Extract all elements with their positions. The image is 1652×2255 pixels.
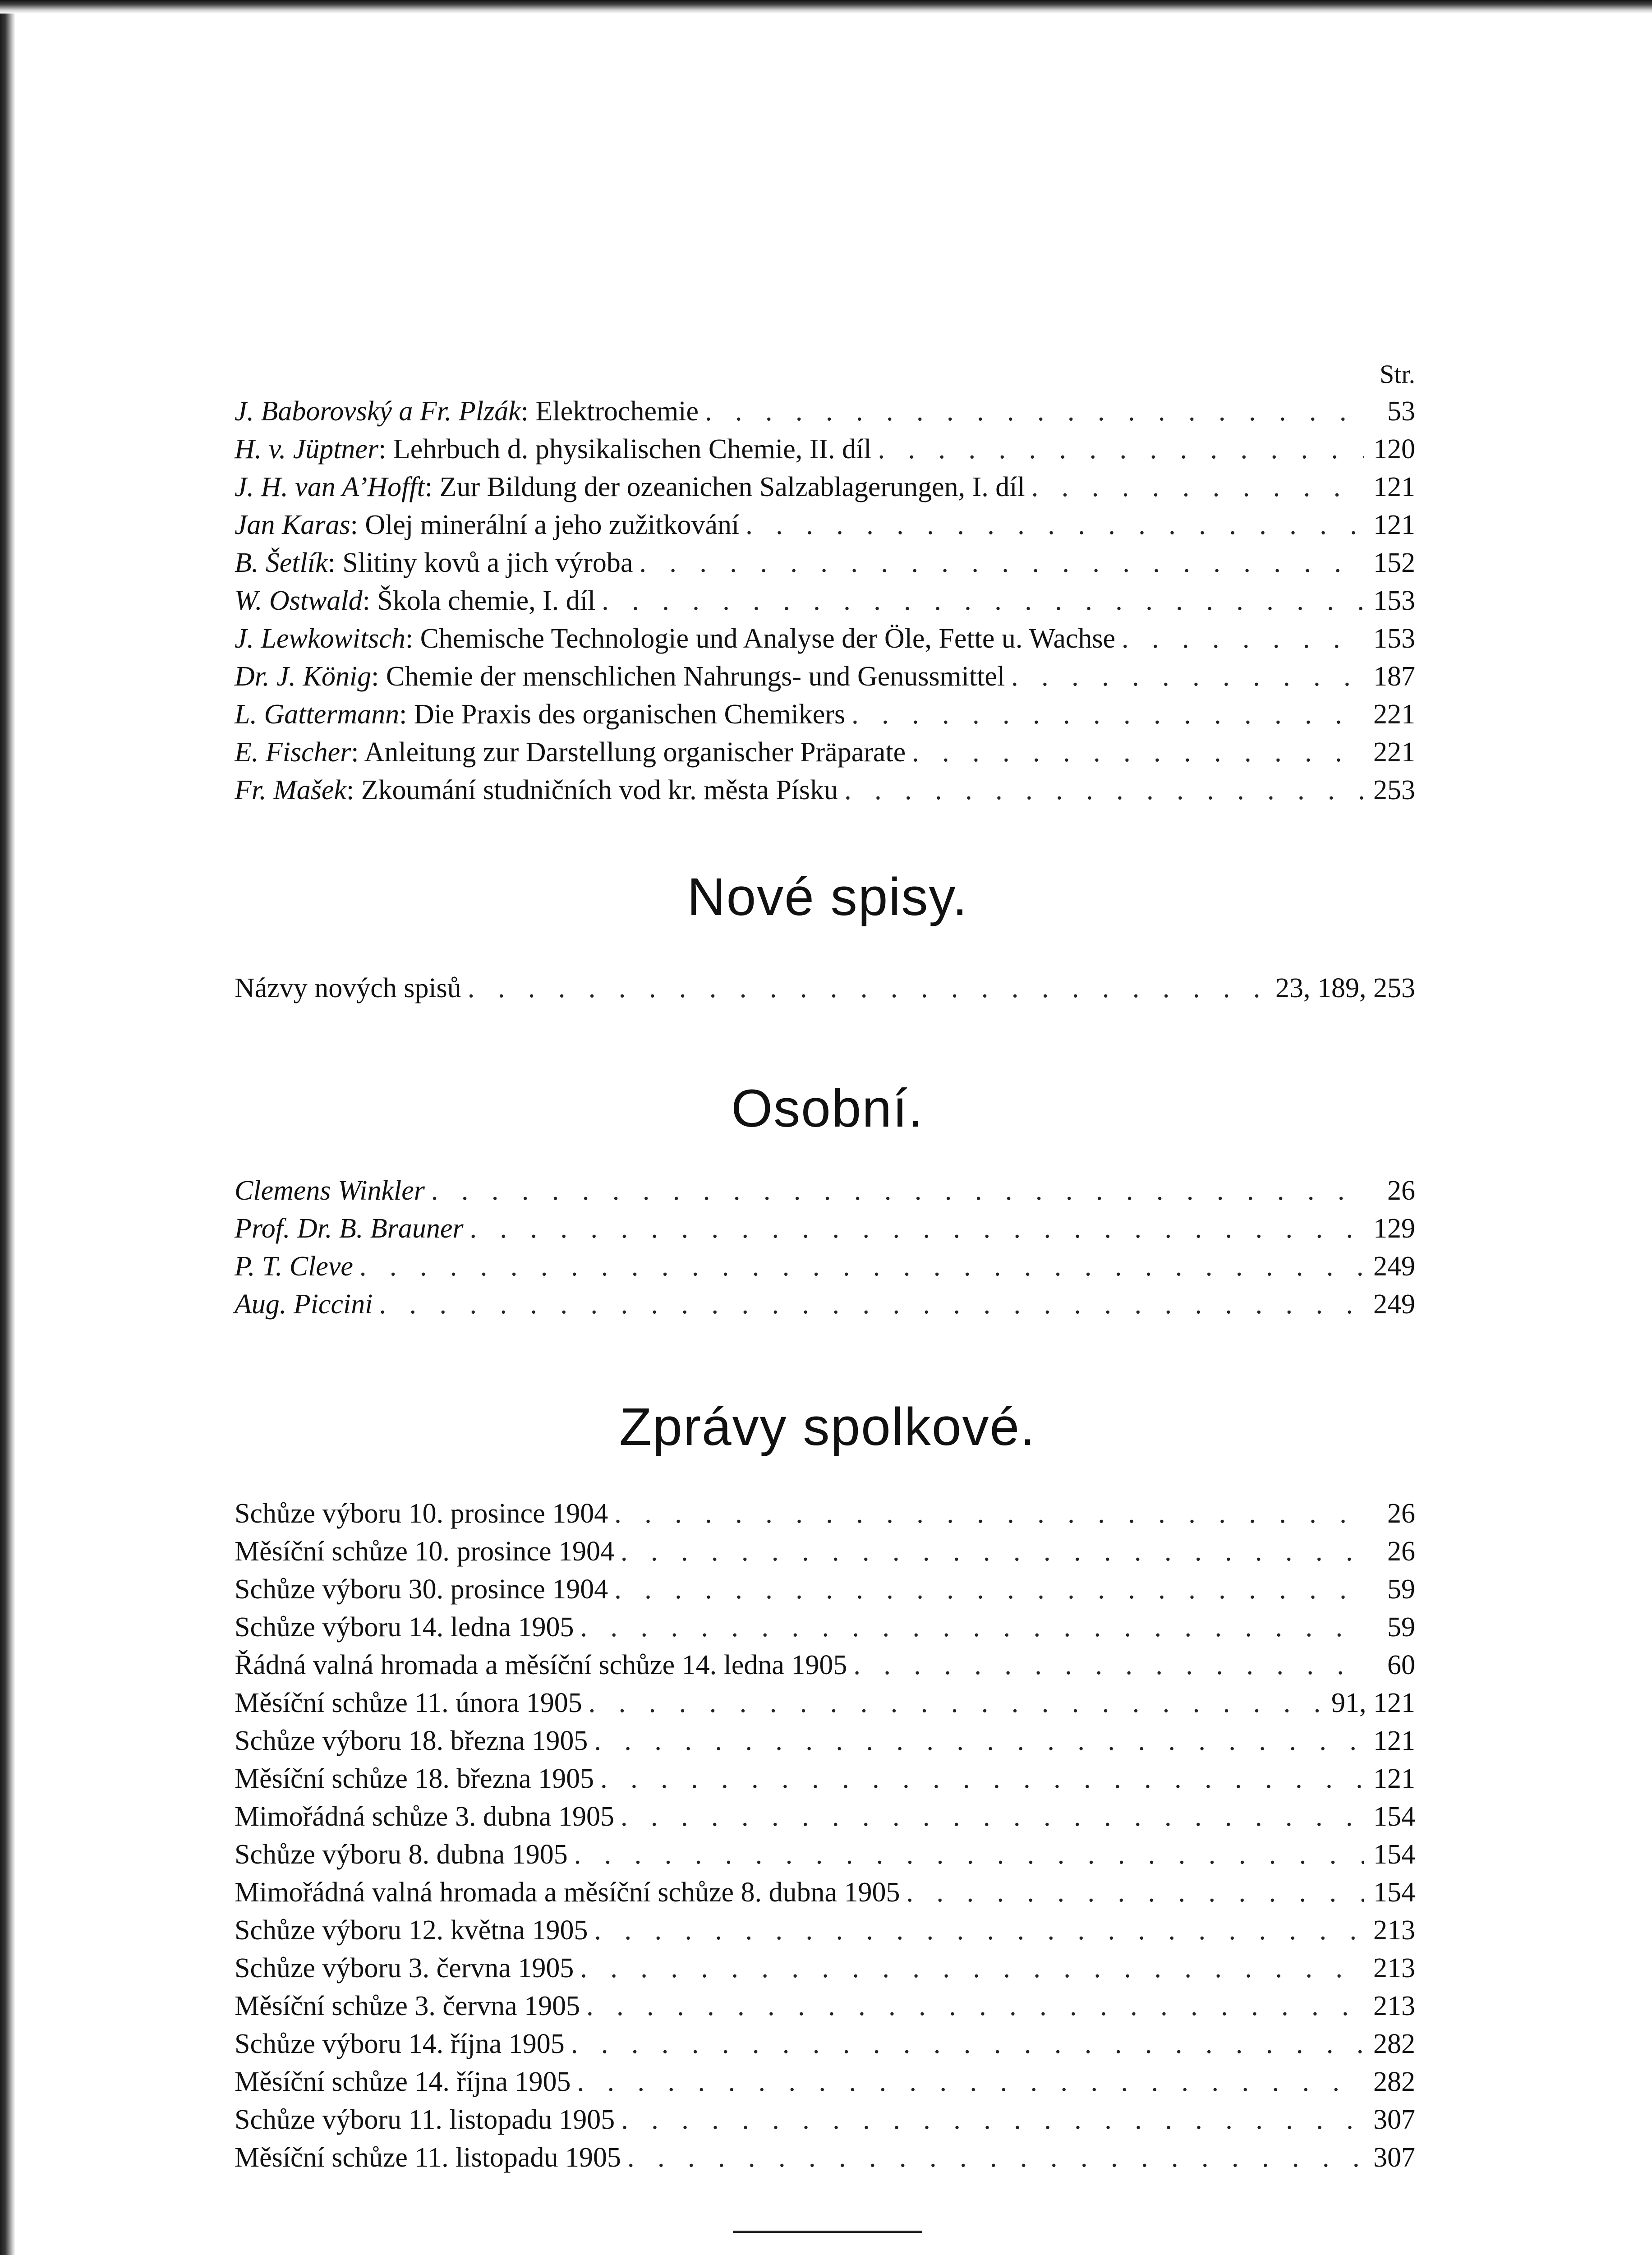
entry-page-number: 59: [1387, 1574, 1415, 1605]
entry-title: Měsíční schůze 18. března 1905: [235, 1763, 594, 1794]
entry-title: Schůze výboru 3. června 1905: [235, 1953, 574, 1983]
index-entry: [235, 1987, 580, 2025]
entry-page-number: 187: [1373, 661, 1415, 692]
index-row: [235, 582, 1421, 620]
index-entry: B. Šetlík: Slitiny kovů a jich výroba: [235, 548, 633, 578]
section-heading-nove-spisy: Nové spisy.: [687, 867, 968, 927]
entry-title: Elektrochemie: [535, 396, 699, 427]
index-row: [235, 1285, 1421, 1323]
leader-dots: [594, 1911, 1364, 1949]
entry-author: Fr. Mašek: [235, 775, 346, 805]
index-entry: [235, 1873, 900, 1911]
index-row: [235, 1532, 1421, 1570]
entry-title: Zur Bildung der ozeanichen Salzablagerungen, I. díl: [439, 472, 1025, 502]
entry-page-number: 282: [1373, 2066, 1415, 2097]
index-row: [235, 695, 1421, 733]
leader-dots: [614, 1570, 1364, 1608]
entry-title: Mimořádná valná hromada a měsíční schůze 8. dubna 1905: [235, 1877, 900, 1908]
index-row: [235, 1172, 1421, 1210]
entry-title: Řádná valná hromada a měsíční schůze 14. ledna 1905: [235, 1650, 847, 1680]
index-entry: [235, 969, 461, 1007]
index-row: [235, 430, 1421, 468]
leader-dots: [614, 1495, 1364, 1532]
entry-author: J. Baborovský a Fr. Plzák: [235, 396, 521, 427]
index-entry: [235, 1285, 373, 1323]
index-row: [235, 1495, 1421, 1532]
leader-dots: [621, 2101, 1364, 2139]
entry-title: Škola chemie, I. díl: [377, 585, 596, 616]
entry-title: Měsíční schůze 11. listopadu 1905: [235, 2142, 621, 2173]
entry-title: Měsíční schůze 10. prosince 1904: [235, 1536, 614, 1567]
index-entry: [235, 1684, 582, 1722]
index-entry: Fr. Mašek: Zkoumání studničních vod kr. města Písku: [235, 775, 838, 805]
leader-dots: [600, 1760, 1364, 1798]
index-entry: Dr. J. König: Chemie der menschlichen Nahrungs- und Genussmittel: [235, 661, 1005, 692]
entry-title: Schůze výboru 18. března 1905: [235, 1726, 588, 1756]
index-entry: J. Lewkowitsch: Chemische Technologie und Analyse der Öle, Fette u. Wachse: [235, 623, 1116, 654]
index-row: [235, 658, 1421, 695]
entry-title: Schůze výboru 30. prosince 1904: [235, 1574, 608, 1605]
index-entry: [235, 1570, 608, 1608]
leader-dots: [745, 506, 1364, 544]
entry-title: Měsíční schůze 3. června 1905: [235, 1991, 580, 2021]
leader-dots: [577, 2063, 1364, 2101]
leader-dots: [589, 1684, 1325, 1722]
index-entry: [235, 1646, 847, 1684]
index-entry: [235, 1949, 574, 1987]
leader-dots: [379, 1285, 1364, 1323]
leader-dots: [574, 1836, 1364, 1873]
entry-page-number: 249: [1373, 1289, 1415, 1320]
personal-list: [235, 1172, 1421, 1323]
index-entry: L. Gattermann: Die Praxis des organischen Chemikers: [235, 699, 846, 730]
index-row: [235, 1722, 1421, 1760]
entry-title: Chemische Technologie und Analyse der Öle, Fette u. Wachse: [420, 623, 1116, 654]
leader-dots: [594, 1722, 1364, 1760]
entry-page-number: 221: [1373, 699, 1415, 730]
index-row: [235, 1684, 1421, 1722]
index-entry: [235, 2101, 615, 2139]
entry-title: Slitiny kovů a jich výroba: [342, 548, 633, 578]
entry-page-number: 120: [1373, 434, 1415, 465]
index-entry: [235, 1722, 588, 1760]
index-row: [235, 2101, 1421, 2139]
entry-name: Prof. Dr. B. Brauner: [235, 1213, 464, 1244]
index-row: [235, 1247, 1421, 1285]
index-row: [235, 1760, 1421, 1798]
entry-page-number: 153: [1373, 623, 1415, 654]
index-row: [235, 506, 1421, 544]
index-entry: Jan Karas: Olej minerální a jeho zužitkování: [235, 510, 740, 540]
entry-page-number: 307: [1373, 2104, 1415, 2135]
entry-title: Die Praxis des organischen Chemikers: [414, 699, 846, 730]
entry-page-number: 253: [1373, 775, 1415, 805]
leader-dots: [580, 1949, 1364, 1987]
leader-dots: [844, 771, 1364, 809]
leader-dots: [1122, 620, 1364, 658]
index-row: [235, 2063, 1421, 2101]
index-row: [235, 2025, 1421, 2063]
entry-page-number: 121: [1373, 510, 1415, 540]
leader-dots: [602, 582, 1364, 620]
index-entry: [235, 1836, 568, 1873]
entry-page-number: 282: [1373, 2029, 1415, 2059]
index-row: [235, 2139, 1421, 2177]
entry-page-number: 26: [1387, 1175, 1415, 1206]
index-entry: [235, 1760, 594, 1798]
entry-page-number: 23, 189, 253: [1275, 973, 1415, 1003]
index-row: [235, 1911, 1421, 1949]
literature-list: [235, 392, 1421, 809]
entry-title: Chemie der menschlichen Nahrungs- und Genussmittel: [386, 661, 1005, 692]
index-row: [235, 1987, 1421, 2025]
index-entry: [235, 2063, 571, 2101]
entry-page-number: 153: [1373, 585, 1415, 616]
entry-author: E. Fischer: [235, 737, 351, 768]
entry-page-number: 53: [1387, 396, 1415, 427]
entry-author: B. Šetlík: [235, 548, 328, 578]
index-entry: [235, 1247, 353, 1285]
leader-dots: [621, 1798, 1364, 1836]
leader-dots: [586, 1987, 1364, 2025]
entry-page-number: 213: [1373, 1915, 1415, 1946]
entry-name: P. T. Cleve: [235, 1251, 353, 1282]
index-entry: H. v. Jüptner: Lehrbuch d. physikalischen Chemie, II. díl: [235, 434, 872, 465]
leader-dots: [580, 1608, 1364, 1646]
index-entry: [235, 1172, 425, 1210]
scan-left-edge: [0, 0, 15, 2255]
index-row: [235, 620, 1421, 658]
index-row: [235, 1646, 1421, 1684]
entry-name: Clemens Winkler: [235, 1175, 425, 1206]
society-reports-list: [235, 1495, 1421, 2177]
index-row: [235, 1570, 1421, 1608]
leader-dots: [571, 2025, 1364, 2063]
index-entry: W. Ostwald: Škola chemie, I. díl: [235, 585, 596, 616]
entry-page-number: 26: [1387, 1498, 1415, 1529]
index-row: [235, 1949, 1421, 1987]
entry-title: Mimořádná schůze 3. dubna 1905: [235, 1801, 614, 1832]
index-entry: [235, 1911, 588, 1949]
index-row: [235, 969, 1421, 1007]
entry-title: Názvy nových spisů: [235, 973, 461, 1003]
index-entry: J. H. van A’Hofft: Zur Bildung der ozeanichen Salzablagerungen, I. díl: [235, 472, 1025, 502]
entry-page-number: 221: [1373, 737, 1415, 768]
entry-title: Schůze výboru 10. prosince 1904: [235, 1498, 608, 1529]
entry-author: Dr. J. König: [235, 661, 372, 692]
entry-page-number: 154: [1373, 1839, 1415, 1870]
index-entry: [235, 1798, 614, 1836]
entry-page-number: 213: [1373, 1991, 1415, 2021]
entry-page-number: 59: [1387, 1612, 1415, 1643]
leader-dots: [627, 2139, 1364, 2177]
entry-author: Jan Karas: [235, 510, 350, 540]
index-row: [235, 1608, 1421, 1646]
leader-dots: [878, 430, 1364, 468]
entry-page-number: 154: [1373, 1801, 1415, 1832]
leader-dots: [912, 733, 1364, 771]
entry-title: Schůze výboru 12. května 1905: [235, 1915, 588, 1946]
entry-title: Schůze výboru 8. dubna 1905: [235, 1839, 568, 1870]
entry-title: Anleitung zur Darstellung organischer Präparate: [364, 737, 906, 768]
entry-title: Měsíční schůze 11. února 1905: [235, 1688, 582, 1718]
leader-dots: [705, 392, 1364, 430]
index-row: [235, 1836, 1421, 1873]
entry-author: J. Lewkowitsch: [235, 623, 405, 654]
leader-dots: [431, 1172, 1364, 1210]
entry-author: W. Ostwald: [235, 585, 363, 616]
new-publications-list: [235, 969, 1421, 1007]
index-row: [235, 392, 1421, 430]
entry-page-number: 129: [1373, 1213, 1415, 1244]
entry-title: Olej minerální a jeho zužitkování: [365, 510, 740, 540]
leader-dots: [468, 969, 1269, 1007]
index-entry: [235, 1495, 608, 1532]
index-row: [235, 733, 1421, 771]
leader-dots: [469, 1210, 1364, 1247]
entry-author: J. H. van A’Hofft: [235, 472, 425, 502]
leader-dots: [621, 1532, 1364, 1570]
entry-page-number: 154: [1373, 1877, 1415, 1908]
entry-page-number: 121: [1373, 1763, 1415, 1794]
leader-dots: [851, 695, 1364, 733]
entry-author: H. v. Jüptner: [235, 434, 379, 465]
index-row: [235, 1210, 1421, 1247]
index-page: [235, 356, 1421, 2233]
leader-dots: [907, 1873, 1364, 1911]
section-heading-osobni: Osobní.: [731, 1079, 924, 1138]
entry-title: Schůze výboru 11. listopadu 1905: [235, 2104, 615, 2135]
entry-title: Zkoumání studničních vod kr. města Písku: [361, 775, 838, 805]
leader-dots: [853, 1646, 1364, 1684]
index-entry: [235, 2139, 621, 2177]
leader-dots: [359, 1247, 1364, 1285]
entry-page-number: 213: [1373, 1953, 1415, 1983]
index-entry: E. Fischer: Anleitung zur Darstellung organischer Präparate: [235, 737, 906, 768]
index-entry: [235, 2025, 565, 2063]
entry-title: Schůze výboru 14. ledna 1905: [235, 1612, 574, 1643]
entry-page-number: 249: [1373, 1251, 1415, 1282]
entry-page-number: 26: [1387, 1536, 1415, 1567]
index-row: [235, 544, 1421, 582]
index-entry: [235, 1532, 614, 1570]
scan-top-edge: [0, 0, 1652, 14]
entry-page-number: 121: [1373, 1726, 1415, 1756]
entry-page-number: 307: [1373, 2142, 1415, 2173]
leader-dots: [639, 544, 1364, 582]
index-entry: [235, 1608, 574, 1646]
entry-page-number: 91, 121: [1331, 1688, 1415, 1718]
index-row: [235, 468, 1421, 506]
index-entry: J. Baborovský a Fr. Plzák: Elektrochemie: [235, 396, 699, 427]
entry-title: Měsíční schůze 14. října 1905: [235, 2066, 571, 2097]
index-row: [235, 771, 1421, 809]
entry-name: Aug. Piccini: [235, 1289, 373, 1320]
page-column-header: Str.: [1380, 359, 1415, 389]
entry-author: L. Gattermann: [235, 699, 400, 730]
index-row: [235, 1798, 1421, 1836]
section-heading-zpravy-spolkove: Zprávy spolkové.: [619, 1397, 1036, 1457]
entry-title: Schůze výboru 14. října 1905: [235, 2029, 565, 2059]
entry-title: Lehrbuch d. physikalischen Chemie, II. díl: [393, 434, 872, 465]
entry-page-number: 121: [1373, 472, 1415, 502]
index-row: [235, 1873, 1421, 1911]
leader-dots: [1031, 468, 1364, 506]
closing-rule: [733, 2231, 922, 2233]
leader-dots: [1011, 658, 1364, 695]
entry-page-number: 60: [1387, 1650, 1415, 1680]
entry-page-number: 152: [1373, 548, 1415, 578]
index-entry: [235, 1210, 463, 1247]
